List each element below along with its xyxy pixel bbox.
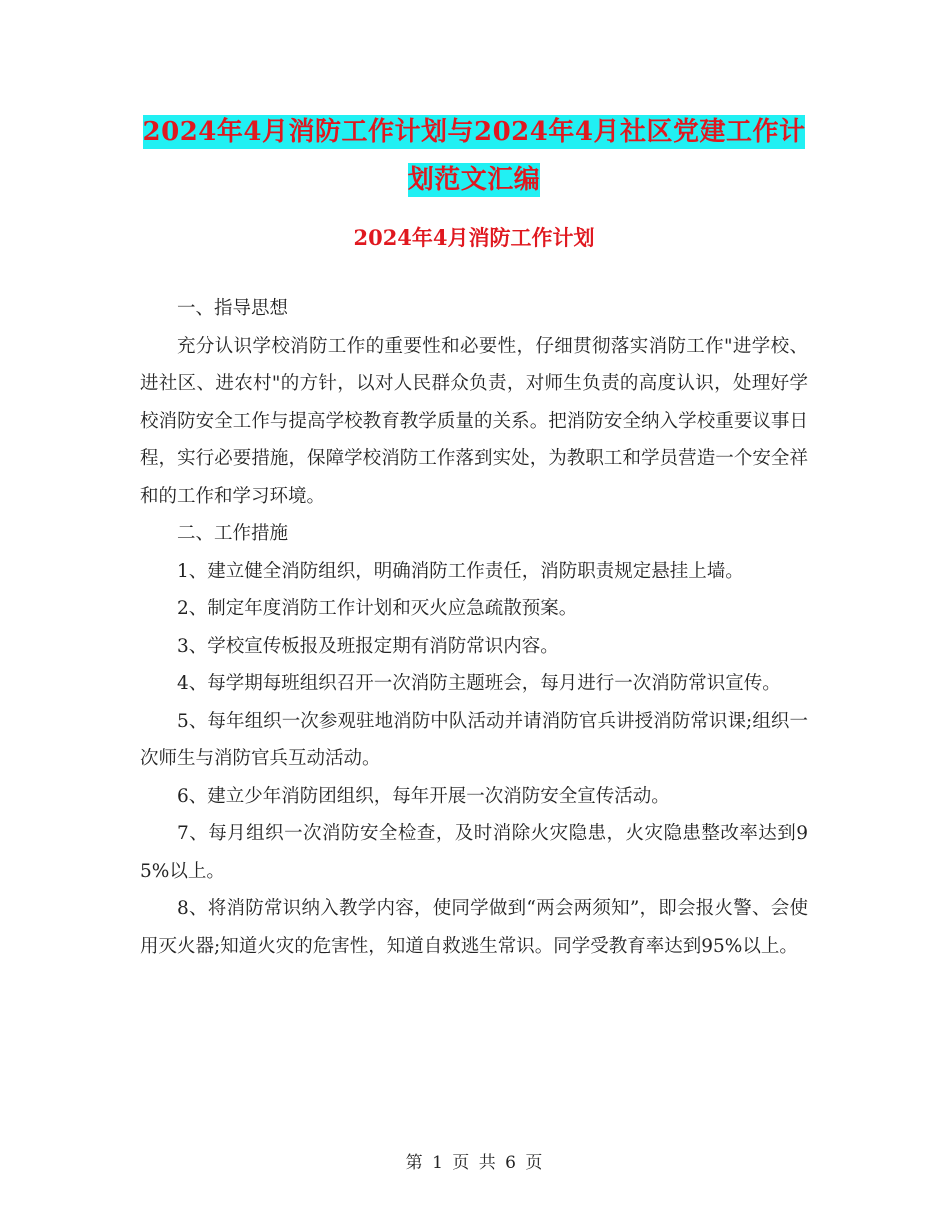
- list-item: 1、建立健全消防组织，明确消防工作责任，消防职责规定悬挂上墙。: [177, 560, 744, 582]
- paragraph-guiding-ideology: 充分认识学校消防工作的重要性和必要性，仔细贯彻落实消防工作"进学校、进社区、进农村"的方针，以对人民群众负责，对师生负责的高度认识，处理好学校消防安全工作与提高学校教育教学质量的关系。把消防安全纳入学校重要议事日程，实行必要措施，保障学校消防工作落到实处，为教职工和学员营造一个安全祥和的工作和学习环境。: [140, 335, 808, 507]
- list-item: 4、每学期每班组织召开一次消防主题班会，每月进行一次消防常识宣传。: [177, 673, 781, 694]
- list-item: 6、建立少年消防团组织，每年开展一次消防安全宣传活动。: [177, 785, 670, 807]
- list-item: 5、每年组织一次参观驻地消防中队活动并请消防官兵讲授消防常识课;组织一次师生与消防官兵互动活动。: [140, 710, 808, 769]
- page-number-footer: 第 1 页 共 6 页: [405, 1153, 545, 1173]
- heading-work-measures: 二、工作措施: [177, 523, 289, 544]
- list-item: 8、将消防常识纳入教学内容，使同学做到“两会两须知”，即会报火警、会使用灭火器;知道火灾的危害性，知道自救逃生常识。同学受教育率达到95%以上。: [140, 898, 808, 957]
- section-title: 2024年4月消防工作计划: [353, 225, 595, 250]
- document-title-text: 2024年4月消防工作计划与2024年4月社区党建工作计划范文汇编: [142, 117, 806, 195]
- list-item: 7、每月组织一次消防安全检查，及时消除火灾隐患，火灾隐患整改率达到95%以上。: [140, 823, 808, 882]
- document-body: [140, 290, 808, 965]
- list-item: 3、学校宣传板报及班报定期有消防常识内容。: [177, 635, 559, 657]
- heading-guiding-ideology: 一、指导思想: [177, 298, 289, 319]
- list-item: 2、制定年度消防工作计划和灭火应急疏散预案。: [177, 598, 578, 619]
- document-title: [140, 108, 808, 204]
